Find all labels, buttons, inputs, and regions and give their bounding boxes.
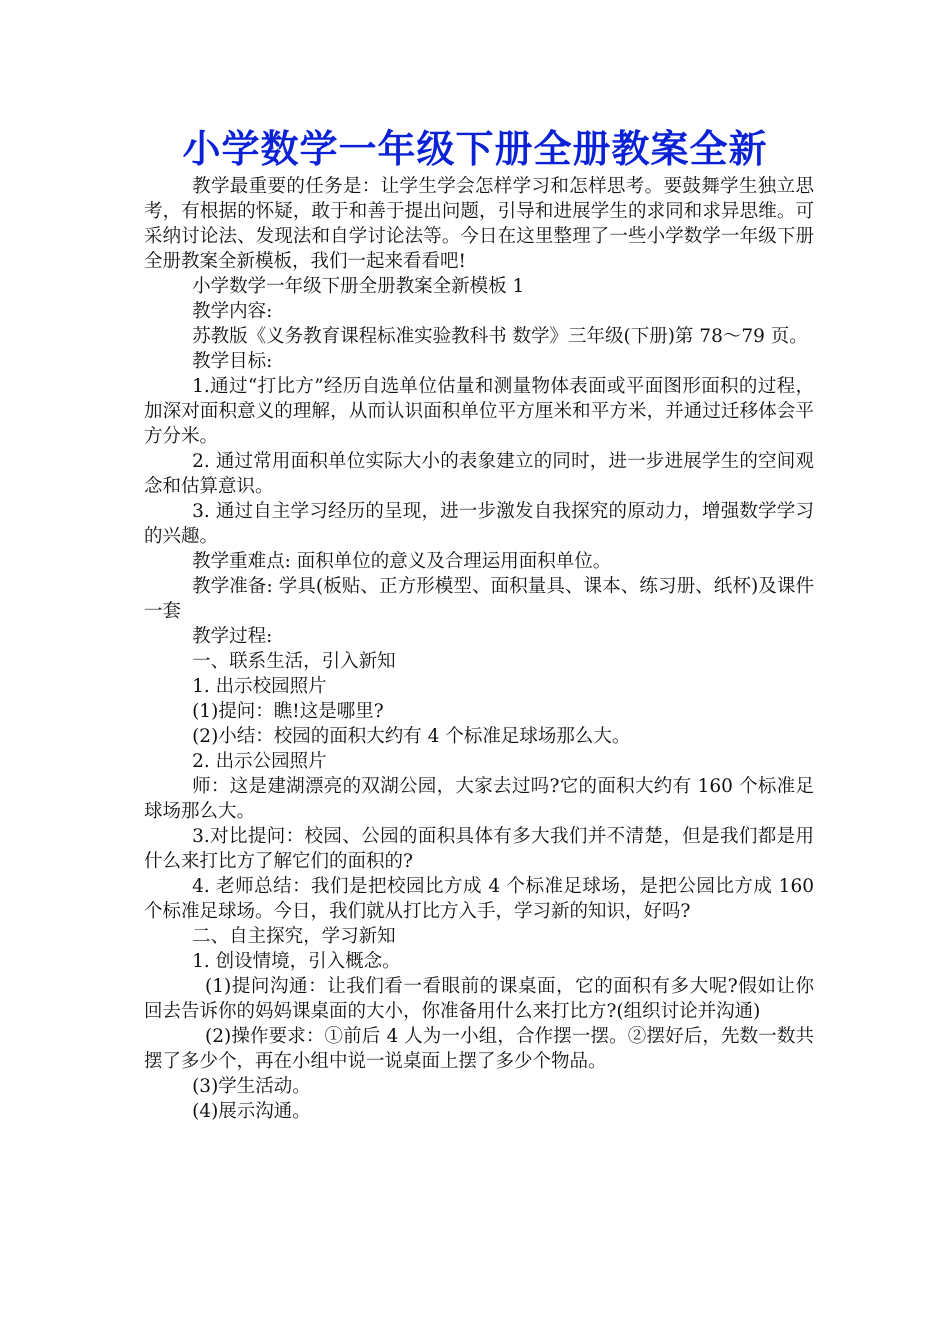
process-step-1: 1. 出示校园照片 <box>192 676 327 697</box>
process-section-2-substep-4: (4)展示沟通。 <box>192 1101 311 1122</box>
process-step-3: 3.对比提问：校园、公园的面积具体有多大我们并不清楚，但是我们都是用什么来打比方了解它们的面积的? <box>144 826 814 872</box>
goal-item-1: 1.通过“打比方”经历自选单位估量和测量物体表面或平面图形面积的过程，加深对面积意义的理解，从而认识面积单位平方厘米和平方米，并通过迁移体会平方分米。 <box>144 376 814 447</box>
content-paragraph: 苏教版《义务教育课程标准实验教科书 数学》三年级(下册)第 78～79 页。 <box>192 326 808 347</box>
section-label-content: 教学内容: <box>192 301 273 322</box>
process-step-4: 4. 老师总结：我们是把校园比方成 4 个标准足球场，是把公园比方成 160 个标准足球场。今日，我们就从打比方入手，学习新的知识，好吗? <box>144 876 814 922</box>
process-section-2-substep-1: (1)提问沟通：让我们看一看眼前的课桌面，它的面积有多大呢?假如让你回去告诉你的妈妈课桌面的大小，你准备用什么来打比方?(组织讨论并沟通) <box>144 976 814 1022</box>
process-step-2-text: 师：这是建湖漂亮的双湖公园，大家去过吗?它的面积大约有 160 个标准足球场那么大。 <box>144 776 814 822</box>
template-heading: 小学数学一年级下册全册教案全新模板 1 <box>192 276 525 297</box>
goal-item-2: 2. 通过常用面积单位实际大小的表象建立的同时，进一步进展学生的空间观念和估算意识。 <box>144 451 814 497</box>
document-body <box>144 174 814 1124</box>
process-section-2-substep-2: (2)操作要求：①前后 4 人为一小组，合作摆一摆。②摆好后，先数一数共摆了多少个，再在小组中说一说桌面上摆了多少个物品。 <box>144 1026 814 1072</box>
preparation-paragraph: 教学准备: 学具(板贴、正方形模型、面积量具、课本、练习册、纸杯)及课件一套 <box>144 576 814 622</box>
document-title: 小学数学一年级下册全册教案全新 <box>182 127 768 171</box>
intro-paragraph: 教学最重要的任务是：让学生学会怎样学习和怎样思考。要鼓舞学生独立思考，有根据的怀疑，敢于和善于提出问题，引导和进展学生的求同和求异思维。可采纳讨论法、发现法和自学讨论法等。今日在这里整理了一些小学数学一年级下册全册教案全新模板，我们一起来看看吧! <box>144 176 814 272</box>
process-section-2-heading: 二、自主探究，学习新知 <box>192 926 396 947</box>
process-substep-1-1: (1)提问：瞧!这是哪里? <box>192 701 384 722</box>
process-section-2-step-1: 1. 创设情境，引入概念。 <box>192 951 401 972</box>
process-section-2-substep-3: (3)学生活动。 <box>192 1076 311 1097</box>
process-section-1-heading: 一、联系生活，引入新知 <box>192 651 396 672</box>
process-substep-1-2: (2)小结：校园的面积大约有 4 个标准足球场那么大。 <box>192 726 631 747</box>
section-label-process: 教学过程: <box>192 626 273 647</box>
process-step-2: 2. 出示公园照片 <box>192 751 327 772</box>
key-points-paragraph: 教学重难点: 面积单位的意义及合理运用面积单位。 <box>192 551 612 572</box>
goal-item-3: 3. 通过自主学习经历的呈现，进一步激发自我探究的原动力，增强数学学习的兴趣。 <box>144 501 814 547</box>
section-label-goals: 教学目标: <box>192 351 273 372</box>
